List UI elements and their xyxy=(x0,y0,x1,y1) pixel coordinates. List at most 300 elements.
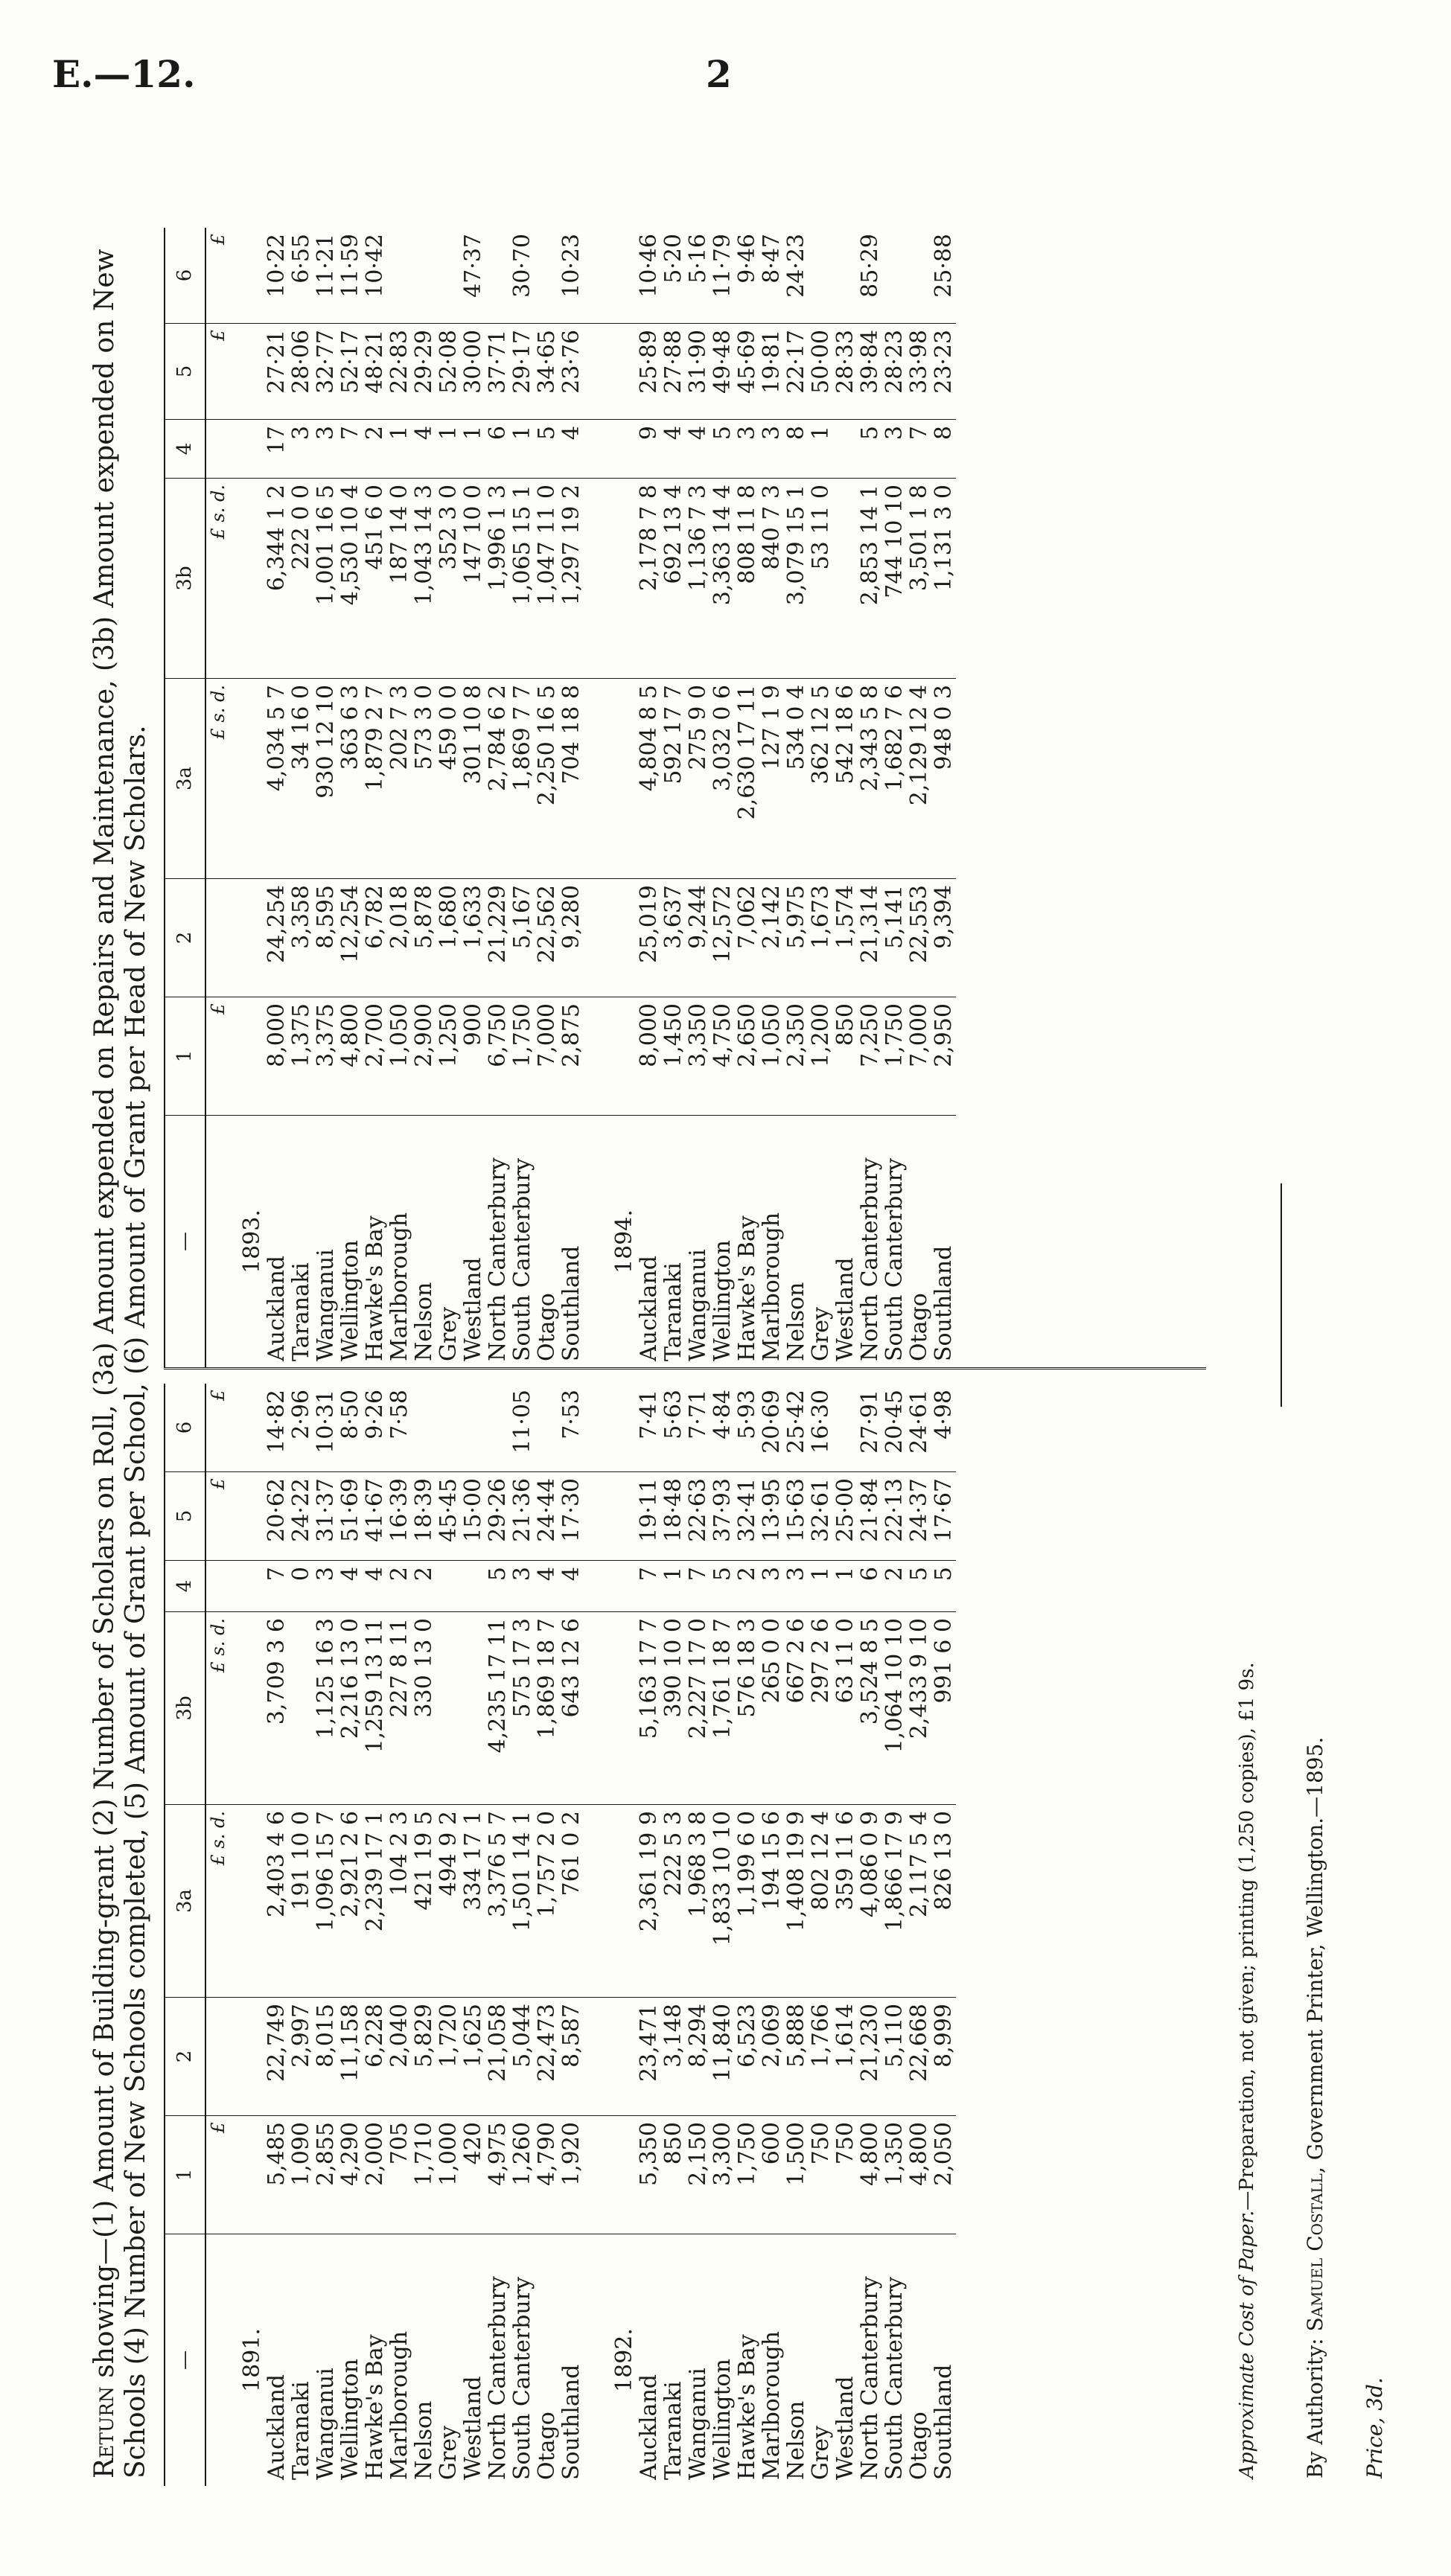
cell-c3b: 744 10 10 xyxy=(882,479,907,679)
cell-c3b: 667 2 6 xyxy=(784,1612,809,1805)
cell-c6 xyxy=(833,228,858,324)
cell-c2: 5,888 xyxy=(784,1998,809,2116)
cell-c4: 3 xyxy=(289,420,313,479)
cell-c3b: 5,163 17 7 xyxy=(637,1612,661,1805)
cell-c3a: 104 2 3 xyxy=(387,1805,412,1998)
table-row xyxy=(461,1384,485,2486)
cell-c4: 5 xyxy=(907,1561,931,1612)
page-number: 2 xyxy=(706,52,732,96)
cell-c5: 17·30 xyxy=(559,1472,584,1561)
cell-c6: 24·61 xyxy=(907,1384,931,1472)
cell-c4: 5 xyxy=(485,1561,510,1612)
cell-c2: 1,633 xyxy=(461,879,485,997)
cell-c1: 4,800 xyxy=(858,2116,882,2234)
cell-c3b: 53 11 0 xyxy=(809,479,833,679)
cell-c1: 6,750 xyxy=(485,997,510,1116)
cell-c1: 1,710 xyxy=(412,2116,436,2234)
cell-c3a: 202 7 3 xyxy=(387,679,412,879)
cell-c5: 31·37 xyxy=(313,1472,338,1561)
cell-c3a: 334 17 1 xyxy=(461,1805,485,1998)
cell-c6: 11·79 xyxy=(710,228,735,324)
cell-c4: 3 xyxy=(735,420,759,479)
cell-c5: 41·67 xyxy=(363,1472,387,1561)
unit-c3a: £ s. d. xyxy=(205,1805,231,1998)
district-name: Southland xyxy=(931,2364,957,2480)
cell-c2: 6,523 xyxy=(735,1998,759,2116)
table-row xyxy=(559,228,584,1367)
cell-c6 xyxy=(436,228,461,324)
cell-c2: 3,358 xyxy=(289,879,313,997)
cell-c2: 22,553 xyxy=(907,879,931,997)
cell-c1: 420 xyxy=(461,2116,485,2234)
authority-prefix: By Authority: xyxy=(1303,2338,1327,2478)
spacer-row xyxy=(584,228,603,1367)
district-name: Grey xyxy=(436,2425,462,2480)
col-header-1: 1 xyxy=(165,2116,205,2234)
cell-c4: 3 xyxy=(759,1561,784,1612)
cell-c1: 2,855 xyxy=(313,2116,338,2234)
cell-c1: 2,150 xyxy=(686,2116,710,2234)
table-row xyxy=(686,228,710,1367)
district-name: Southland xyxy=(558,1245,584,1361)
cell-c4: 7 xyxy=(264,1561,289,1612)
cell-c2: 5,167 xyxy=(510,879,535,997)
district-name: Taranaki xyxy=(288,1262,314,1361)
table-row xyxy=(833,228,858,1367)
table-row xyxy=(759,228,784,1367)
cell-c2: 12,254 xyxy=(338,879,363,997)
district-name: Wellington xyxy=(337,1240,363,1361)
cell-c3a: 2,129 12 4 xyxy=(907,679,931,879)
cell-c3b: 692 13 4 xyxy=(661,479,686,679)
cell-c2: 5,110 xyxy=(882,1998,907,2116)
cell-c3a: 2,239 17 1 xyxy=(363,1805,387,1998)
cell-c2: 9,394 xyxy=(931,879,956,997)
cell-c4: 4 xyxy=(363,1561,387,1612)
cell-c2: 5,975 xyxy=(784,879,809,997)
cell-c5: 52·08 xyxy=(436,324,461,420)
cell-c4: 1 xyxy=(436,420,461,479)
district-name: Wanganui xyxy=(685,1249,711,1361)
cell-c6: 6·55 xyxy=(289,228,313,324)
cell-c6 xyxy=(485,1384,510,1472)
cell-c3b: 2,216 13 0 xyxy=(338,1612,363,1805)
year-row xyxy=(603,228,637,1367)
district-name: Hawke's Bay xyxy=(734,1215,760,1361)
district-name: Otago xyxy=(906,1293,932,1361)
cell-c3b: 1,047 11 0 xyxy=(535,479,559,679)
cell-c3a: 3,032 0 6 xyxy=(710,679,735,879)
cell-c2: 21,314 xyxy=(858,879,882,997)
cell-c6: 14·82 xyxy=(264,1384,289,1472)
cell-c4 xyxy=(461,1561,485,1612)
cell-c5: 24·22 xyxy=(289,1472,313,1561)
cell-c3b: 147 10 0 xyxy=(461,479,485,679)
cell-c1: 8,000 xyxy=(637,997,661,1116)
cell-c2: 1,720 xyxy=(436,1998,461,2116)
spacer-row xyxy=(584,1384,603,2486)
cell-c3a: 2,403 4 6 xyxy=(264,1805,289,1998)
cell-c1: 1,920 xyxy=(559,2116,584,2234)
cell-c3b: 1,136 7 3 xyxy=(686,479,710,679)
cell-c6: 25·42 xyxy=(784,1384,809,1472)
cell-c2: 11,158 xyxy=(338,1998,363,2116)
cell-c3b: 3,501 1 8 xyxy=(907,479,931,679)
cell-c2: 6,782 xyxy=(363,879,387,997)
cell-c2: 21,058 xyxy=(485,1998,510,2116)
table-row xyxy=(485,1384,510,2486)
table-left xyxy=(164,1377,1206,2486)
cell-c6: 10·23 xyxy=(559,228,584,324)
table-title xyxy=(89,171,152,2478)
cell-c1: 705 xyxy=(387,2116,412,2234)
table-row xyxy=(907,228,931,1367)
col-header-3a: 3a xyxy=(165,679,205,879)
district-name: Westland xyxy=(460,2376,486,2480)
district-name: Wellington xyxy=(709,2359,736,2480)
cell-c4: 2 xyxy=(412,1561,436,1612)
cell-c1: 2,950 xyxy=(931,997,956,1116)
cell-c5: 27·21 xyxy=(264,324,289,420)
table-row xyxy=(436,1384,461,2486)
cell-c1: 2,700 xyxy=(363,997,387,1116)
cell-c1: 3,375 xyxy=(313,997,338,1116)
district-name: Otago xyxy=(534,1293,560,1361)
table-row xyxy=(686,1384,710,2486)
cell-c4: 4 xyxy=(559,1561,584,1612)
table-row xyxy=(710,1384,735,2486)
table-row xyxy=(882,1384,907,2486)
cell-c3b: 227 8 11 xyxy=(387,1612,412,1805)
table-row xyxy=(735,228,759,1367)
cell-c4: 6 xyxy=(485,420,510,479)
cell-c6 xyxy=(461,1384,485,1472)
table-row xyxy=(931,228,956,1367)
table-row xyxy=(858,1384,882,2486)
cell-c3b: 1,065 15 1 xyxy=(510,479,535,679)
cell-c1: 4,800 xyxy=(338,997,363,1116)
table-row xyxy=(313,228,338,1367)
cell-c3a: 802 12 4 xyxy=(809,1805,833,1998)
cell-c3b xyxy=(289,1612,313,1805)
cell-c6: 7·58 xyxy=(387,1384,412,1472)
cell-c5: 19·11 xyxy=(637,1472,661,1561)
cell-c3b: 3,709 3 6 xyxy=(264,1612,289,1805)
cell-c5: 51·69 xyxy=(338,1472,363,1561)
district-name: Auckland xyxy=(264,1256,290,1361)
cell-c3a: 542 18 6 xyxy=(833,679,858,879)
cell-c5: 25·00 xyxy=(833,1472,858,1561)
cell-c4: 1 xyxy=(809,1561,833,1612)
price-note: Price, 3d. xyxy=(1362,2377,1387,2478)
cell-c1: 850 xyxy=(833,997,858,1116)
cell-c6: 11·05 xyxy=(510,1384,535,1472)
cell-c5: 22·13 xyxy=(882,1472,907,1561)
cell-c5: 29·29 xyxy=(412,324,436,420)
cell-c6: 24·23 xyxy=(784,228,809,324)
cell-c1: 1,260 xyxy=(510,2116,535,2234)
table-row xyxy=(661,228,686,1367)
year-label: 1891. xyxy=(239,2328,265,2392)
cell-c6 xyxy=(412,1384,436,1472)
cell-c4 xyxy=(436,1561,461,1612)
cell-c5: 33·98 xyxy=(907,324,931,420)
cell-c3b: 330 13 0 xyxy=(412,1612,436,1805)
unit-c6: £ xyxy=(205,1384,231,1472)
table-row xyxy=(759,1384,784,2486)
cell-c6 xyxy=(485,228,510,324)
unit-c6: £ xyxy=(205,228,231,324)
col-header-6: 6 xyxy=(165,1384,205,1472)
cell-c1: 850 xyxy=(661,2116,686,2234)
cell-c3b: 297 2 6 xyxy=(809,1612,833,1805)
district-name: South Canterbury xyxy=(509,2277,535,2480)
cell-c1: 3,300 xyxy=(710,2116,735,2234)
cell-c1: 1,450 xyxy=(661,997,686,1116)
cell-c1: 1,750 xyxy=(510,997,535,1116)
cell-c4: 5 xyxy=(535,420,559,479)
cell-c4: 9 xyxy=(637,420,661,479)
cell-c5: 27·88 xyxy=(661,324,686,420)
cell-c6: 8·47 xyxy=(759,228,784,324)
cell-c1: 7,250 xyxy=(858,997,882,1116)
district-name: Nelson xyxy=(783,2400,809,2480)
cell-c5: 15·00 xyxy=(461,1472,485,1561)
cell-c1: 900 xyxy=(461,997,485,1116)
cell-c5: 28·33 xyxy=(833,324,858,420)
cell-c4: 7 xyxy=(686,1561,710,1612)
cell-c1: 4,975 xyxy=(485,2116,510,2234)
cell-c3a: 930 12 10 xyxy=(313,679,338,879)
cell-c1: 4,290 xyxy=(338,2116,363,2234)
title-text: showing—(1) Amount of Building-grant (2) Number of Scholars on Roll, (3a) Amount expended on Repairs and Maintenance, (3b) Amount expended on New Schools (4) Number of New Schools completed, (5) Amount of Grant per School, (6) Amount of Grant per Head of New Scholars. xyxy=(89,249,151,2478)
cell-c5: 32·61 xyxy=(809,1472,833,1561)
cell-c3b: 1,297 19 2 xyxy=(559,479,584,679)
table-right xyxy=(164,176,1206,1370)
cell-c3b: 3,363 14 4 xyxy=(710,479,735,679)
cell-c3a: 2,250 16 5 xyxy=(535,679,559,879)
cell-c6: 11·21 xyxy=(313,228,338,324)
cell-c5: 39·84 xyxy=(858,324,882,420)
units-row xyxy=(205,228,231,1367)
cell-c3a: 222 5 3 xyxy=(661,1805,686,1998)
year-row xyxy=(231,228,264,1367)
cell-c4: 5 xyxy=(931,1561,956,1612)
cell-c3a: 34 16 0 xyxy=(289,679,313,879)
table-row xyxy=(387,1384,412,2486)
cell-c1: 1,200 xyxy=(809,997,833,1116)
cell-c3a: 1,869 7 7 xyxy=(510,679,535,879)
cell-c1: 2,875 xyxy=(559,997,584,1116)
district-name: Hawke's Bay xyxy=(362,1215,388,1361)
cell-c6 xyxy=(882,228,907,324)
unit-c1: £ xyxy=(205,997,231,1116)
printer-name: Samuel Costall xyxy=(1303,2173,1327,2332)
cell-c3b: 265 0 0 xyxy=(759,1612,784,1805)
table-row xyxy=(858,228,882,1367)
cell-c5: 48·21 xyxy=(363,324,387,420)
district-name: Marlborough xyxy=(386,1212,412,1361)
cell-c3a: 194 15 6 xyxy=(759,1805,784,1998)
table-row xyxy=(784,1384,809,2486)
cell-c3b: 2,853 14 1 xyxy=(858,479,882,679)
unit-c5: £ xyxy=(205,1472,231,1561)
cell-c6: 47·37 xyxy=(461,228,485,324)
cell-c3a: 1,199 6 0 xyxy=(735,1805,759,1998)
col-header-4: 4 xyxy=(165,1561,205,1612)
col-header-district: — xyxy=(165,1116,205,1368)
table-row xyxy=(363,1384,387,2486)
cell-c3a: 592 17 7 xyxy=(661,679,686,879)
cell-c5: 18·48 xyxy=(661,1472,686,1561)
district-name: Marlborough xyxy=(759,1212,785,1361)
table-row xyxy=(784,228,809,1367)
cell-c1: 2,650 xyxy=(735,997,759,1116)
cell-c3a: 948 0 3 xyxy=(931,679,956,879)
district-name: Southland xyxy=(558,2364,584,2480)
district-name: Wanganui xyxy=(685,2368,711,2480)
cell-c4: 3 xyxy=(313,1561,338,1612)
cell-c4: 1 xyxy=(833,1561,858,1612)
cell-c4: 7 xyxy=(637,1561,661,1612)
cell-c4: 7 xyxy=(338,420,363,479)
cell-c3a: 1,866 17 9 xyxy=(882,1805,907,1998)
cell-c3a: 1,501 14 1 xyxy=(510,1805,535,1998)
cell-c5: 22·17 xyxy=(784,324,809,420)
cell-c1: 4,790 xyxy=(535,2116,559,2234)
cell-c2: 1,574 xyxy=(833,879,858,997)
unit-c3a: £ s. d. xyxy=(205,679,231,879)
cell-c4: 3 xyxy=(510,1561,535,1612)
cell-c2: 9,244 xyxy=(686,879,710,997)
table-row xyxy=(412,228,436,1367)
cell-c3a: 127 1 9 xyxy=(759,679,784,879)
cell-c4: 1 xyxy=(661,1561,686,1612)
cell-c2: 2,142 xyxy=(759,879,784,997)
table-row xyxy=(510,1384,535,2486)
cell-c2: 8,015 xyxy=(313,1998,338,2116)
cell-c6: 16·30 xyxy=(809,1384,833,1472)
cell-c4: 0 xyxy=(289,1561,313,1612)
cell-c3b: 2,178 7 8 xyxy=(637,479,661,679)
year-label: 1893. xyxy=(239,1209,265,1273)
cell-c4: 3 xyxy=(882,420,907,479)
document-reference: E.—12. xyxy=(52,52,196,96)
district-name: Marlborough xyxy=(759,2330,785,2480)
cell-c1: 4,750 xyxy=(710,997,735,1116)
cell-c3a: 191 10 0 xyxy=(289,1805,313,1998)
cell-c3b: 1,064 10 10 xyxy=(882,1612,907,1805)
cell-c3b: 1,869 18 7 xyxy=(535,1612,559,1805)
cell-c5: 22·83 xyxy=(387,324,412,420)
cell-c2: 21,230 xyxy=(858,1998,882,2116)
cell-c3a: 363 6 3 xyxy=(338,679,363,879)
cell-c3a: 2,630 17 11 xyxy=(735,679,759,879)
district-name: Nelson xyxy=(411,1282,437,1361)
cell-c6 xyxy=(833,1384,858,1472)
cell-c2: 8,294 xyxy=(686,1998,710,2116)
table-row xyxy=(338,1384,363,2486)
cell-c2: 22,668 xyxy=(907,1998,931,2116)
table-row xyxy=(313,1384,338,2486)
table-row xyxy=(289,1384,313,2486)
cell-c5: 31·90 xyxy=(686,324,710,420)
cell-c4: 4 xyxy=(559,420,584,479)
cell-c3a: 2,343 5 8 xyxy=(858,679,882,879)
col-header-4: 4 xyxy=(165,420,205,479)
col-header-1: 1 xyxy=(165,997,205,1116)
cell-c6: 9·26 xyxy=(363,1384,387,1472)
cell-c4: 4 xyxy=(661,420,686,479)
district-name: Wanganui xyxy=(313,2368,339,2480)
cell-c5: 21·36 xyxy=(510,1472,535,1561)
cell-c2: 6,228 xyxy=(363,1998,387,2116)
cell-c4: 5 xyxy=(858,420,882,479)
cell-c3a: 459 0 0 xyxy=(436,679,461,879)
cell-c6: 10·46 xyxy=(637,228,661,324)
table-row xyxy=(809,228,833,1367)
cell-c5: 22·63 xyxy=(686,1472,710,1561)
cell-c1: 2,000 xyxy=(363,2116,387,2234)
district-name: North Canterbury xyxy=(485,1157,511,1361)
col-header-2: 2 xyxy=(165,879,205,997)
cell-c4: 3 xyxy=(759,420,784,479)
district-name: Westland xyxy=(460,1257,486,1361)
cell-c1: 7,000 xyxy=(535,997,559,1116)
district-name: Nelson xyxy=(411,2400,437,2480)
cell-c1: 600 xyxy=(759,2116,784,2234)
cell-c1: 1,500 xyxy=(784,2116,809,2234)
table-row xyxy=(436,228,461,1367)
cell-c3b: 352 3 0 xyxy=(436,479,461,679)
cell-c6: 11·59 xyxy=(338,228,363,324)
district-name: Auckland xyxy=(636,1256,662,1361)
return-table-1891-1892 xyxy=(164,1384,956,2486)
cell-c3a: 275 9 0 xyxy=(686,679,710,879)
cell-c6: 5·20 xyxy=(661,228,686,324)
cell-c1: 1,350 xyxy=(882,2116,907,2234)
cell-c3a: 1,879 2 7 xyxy=(363,679,387,879)
cell-c3b xyxy=(461,1612,485,1805)
rotated-table-region xyxy=(89,149,1392,2486)
cell-c4: 2 xyxy=(882,1561,907,1612)
district-name: Otago xyxy=(534,2412,560,2480)
cell-c6: 7·41 xyxy=(637,1384,661,1472)
cell-c1: 5,350 xyxy=(637,2116,661,2234)
cell-c6: 7·53 xyxy=(559,1384,584,1472)
col-header-district: — xyxy=(165,2234,205,2487)
cell-c6 xyxy=(907,228,931,324)
cell-c3b: 643 12 6 xyxy=(559,1612,584,1805)
year-row xyxy=(231,1384,264,2486)
cell-c3a: 1,096 15 7 xyxy=(313,1805,338,1998)
district-name: South Canterbury xyxy=(881,2277,908,2480)
district-name: Hawke's Bay xyxy=(734,2334,760,2480)
cell-c3b: 808 11 8 xyxy=(735,479,759,679)
cell-c5: 19·81 xyxy=(759,324,784,420)
cell-c2: 22,749 xyxy=(264,1998,289,2116)
cell-c2: 1,766 xyxy=(809,1998,833,2116)
cell-c3a: 1,833 10 10 xyxy=(710,1805,735,1998)
table-row xyxy=(338,228,363,1367)
cell-c4: 17 xyxy=(264,420,289,479)
table-row xyxy=(661,1384,686,2486)
cell-c4: 6 xyxy=(858,1561,882,1612)
col-header-5: 5 xyxy=(165,324,205,420)
cell-c1: 1,250 xyxy=(436,997,461,1116)
cost-note-text: —Preparation, not given; printing (1,250 copies), £1 9s. xyxy=(1236,1662,1258,2211)
cell-c4: 2 xyxy=(735,1561,759,1612)
